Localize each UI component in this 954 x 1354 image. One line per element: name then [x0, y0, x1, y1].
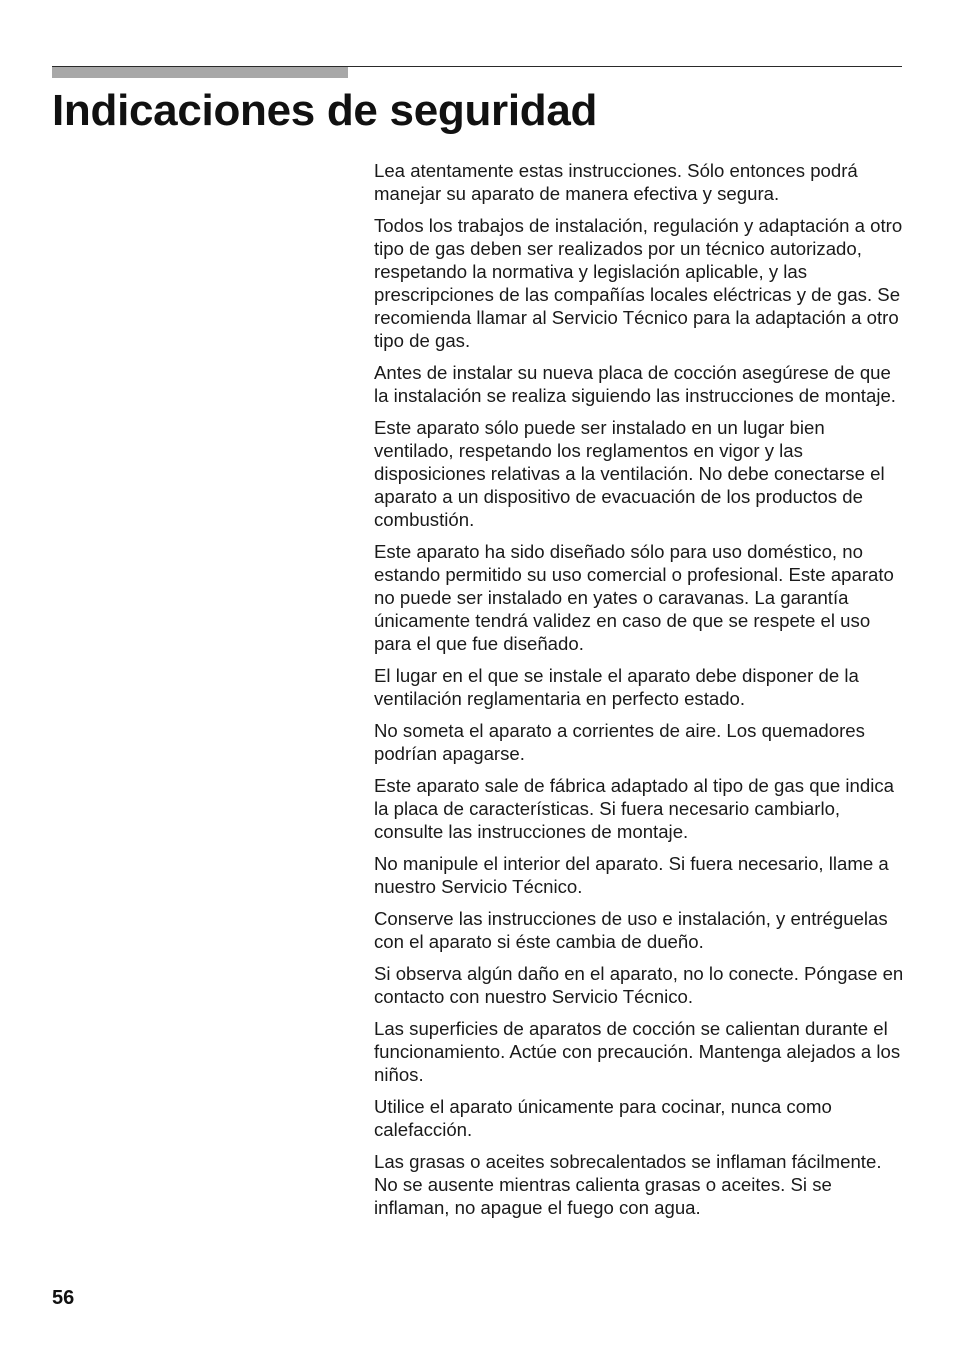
header-accent-bar: [52, 67, 348, 78]
paragraph: Este aparato ha sido diseñado sólo para uso doméstico, no estando permitido su uso comercial o profesional. Este aparato no puede ser instalado en yates o caravanas. La garantía únicamente tendrá validez en caso de que se respete el uso para el que fue diseñado.: [374, 541, 894, 654]
page-title: Indicaciones de seguridad: [52, 86, 598, 135]
paragraph: Este aparato sólo puede ser instalado en un lugar bien ventilado, respetando los reglamentos en vigor y las disposiciones relativas a la ventilación. No debe conectarse el aparato a un dispositivo de evacuación de los productos de combustión.: [374, 417, 885, 530]
paragraph: Las superficies de aparatos de cocción se calientan durante el funcionamiento. Actúe con precaución. Mantenga alejados a los niños.: [374, 1018, 901, 1085]
paragraph: Conserve las instrucciones de uso e instalación, y entréguelas con el aparato si éste cambia de dueño.: [374, 908, 888, 952]
paragraph: Todos los trabajos de instalación, regulación y adaptación a otro tipo de gas deben ser realizados por un técnico autorizado, respetando la normativa y legislación aplicable, y las prescripciones de las compañías locales eléctricas y de gas. Se recomienda llamar al Servicio Técnico para la adaptación a otro tipo de gas.: [374, 215, 903, 351]
paragraph: Las grasas o aceites sobrecalentados se inflaman fácilmente. No se ausente mientras calienta grasas o aceites. Si se inflaman, no apague el fuego con agua.: [374, 1151, 882, 1218]
paragraph: Este aparato sale de fábrica adaptado al tipo de gas que indica la placa de características. Si fuera necesario cambiarlo, consulte las instrucciones de montaje.: [374, 775, 894, 842]
paragraph: No someta el aparato a corrientes de aire. Los quemadores podrían apagarse.: [374, 720, 865, 764]
paragraph: Si observa algún daño en el aparato, no lo conecte. Póngase en contacto con nuestro Servicio Técnico.: [374, 963, 904, 1007]
paragraph: Utilice el aparato únicamente para cocinar, nunca como calefacción.: [374, 1096, 832, 1140]
paragraph: Antes de instalar su nueva placa de cocción asegúrese de que la instalación se realiza siguiendo las instrucciones de montaje.: [374, 362, 896, 406]
paragraph: No manipule el interior del aparato. Si fuera necesario, llame a nuestro Servicio Técnico.: [374, 853, 889, 897]
paragraph: El lugar en el que se instale el aparato debe disponer de la ventilación reglamentaria en perfecto estado.: [374, 665, 859, 709]
paragraph: Lea atentamente estas instrucciones. Sólo entonces podrá manejar su aparato de manera efectiva y segura.: [374, 160, 858, 204]
safety-instructions: [374, 159, 906, 1228]
page-number: 56: [52, 1287, 75, 1309]
